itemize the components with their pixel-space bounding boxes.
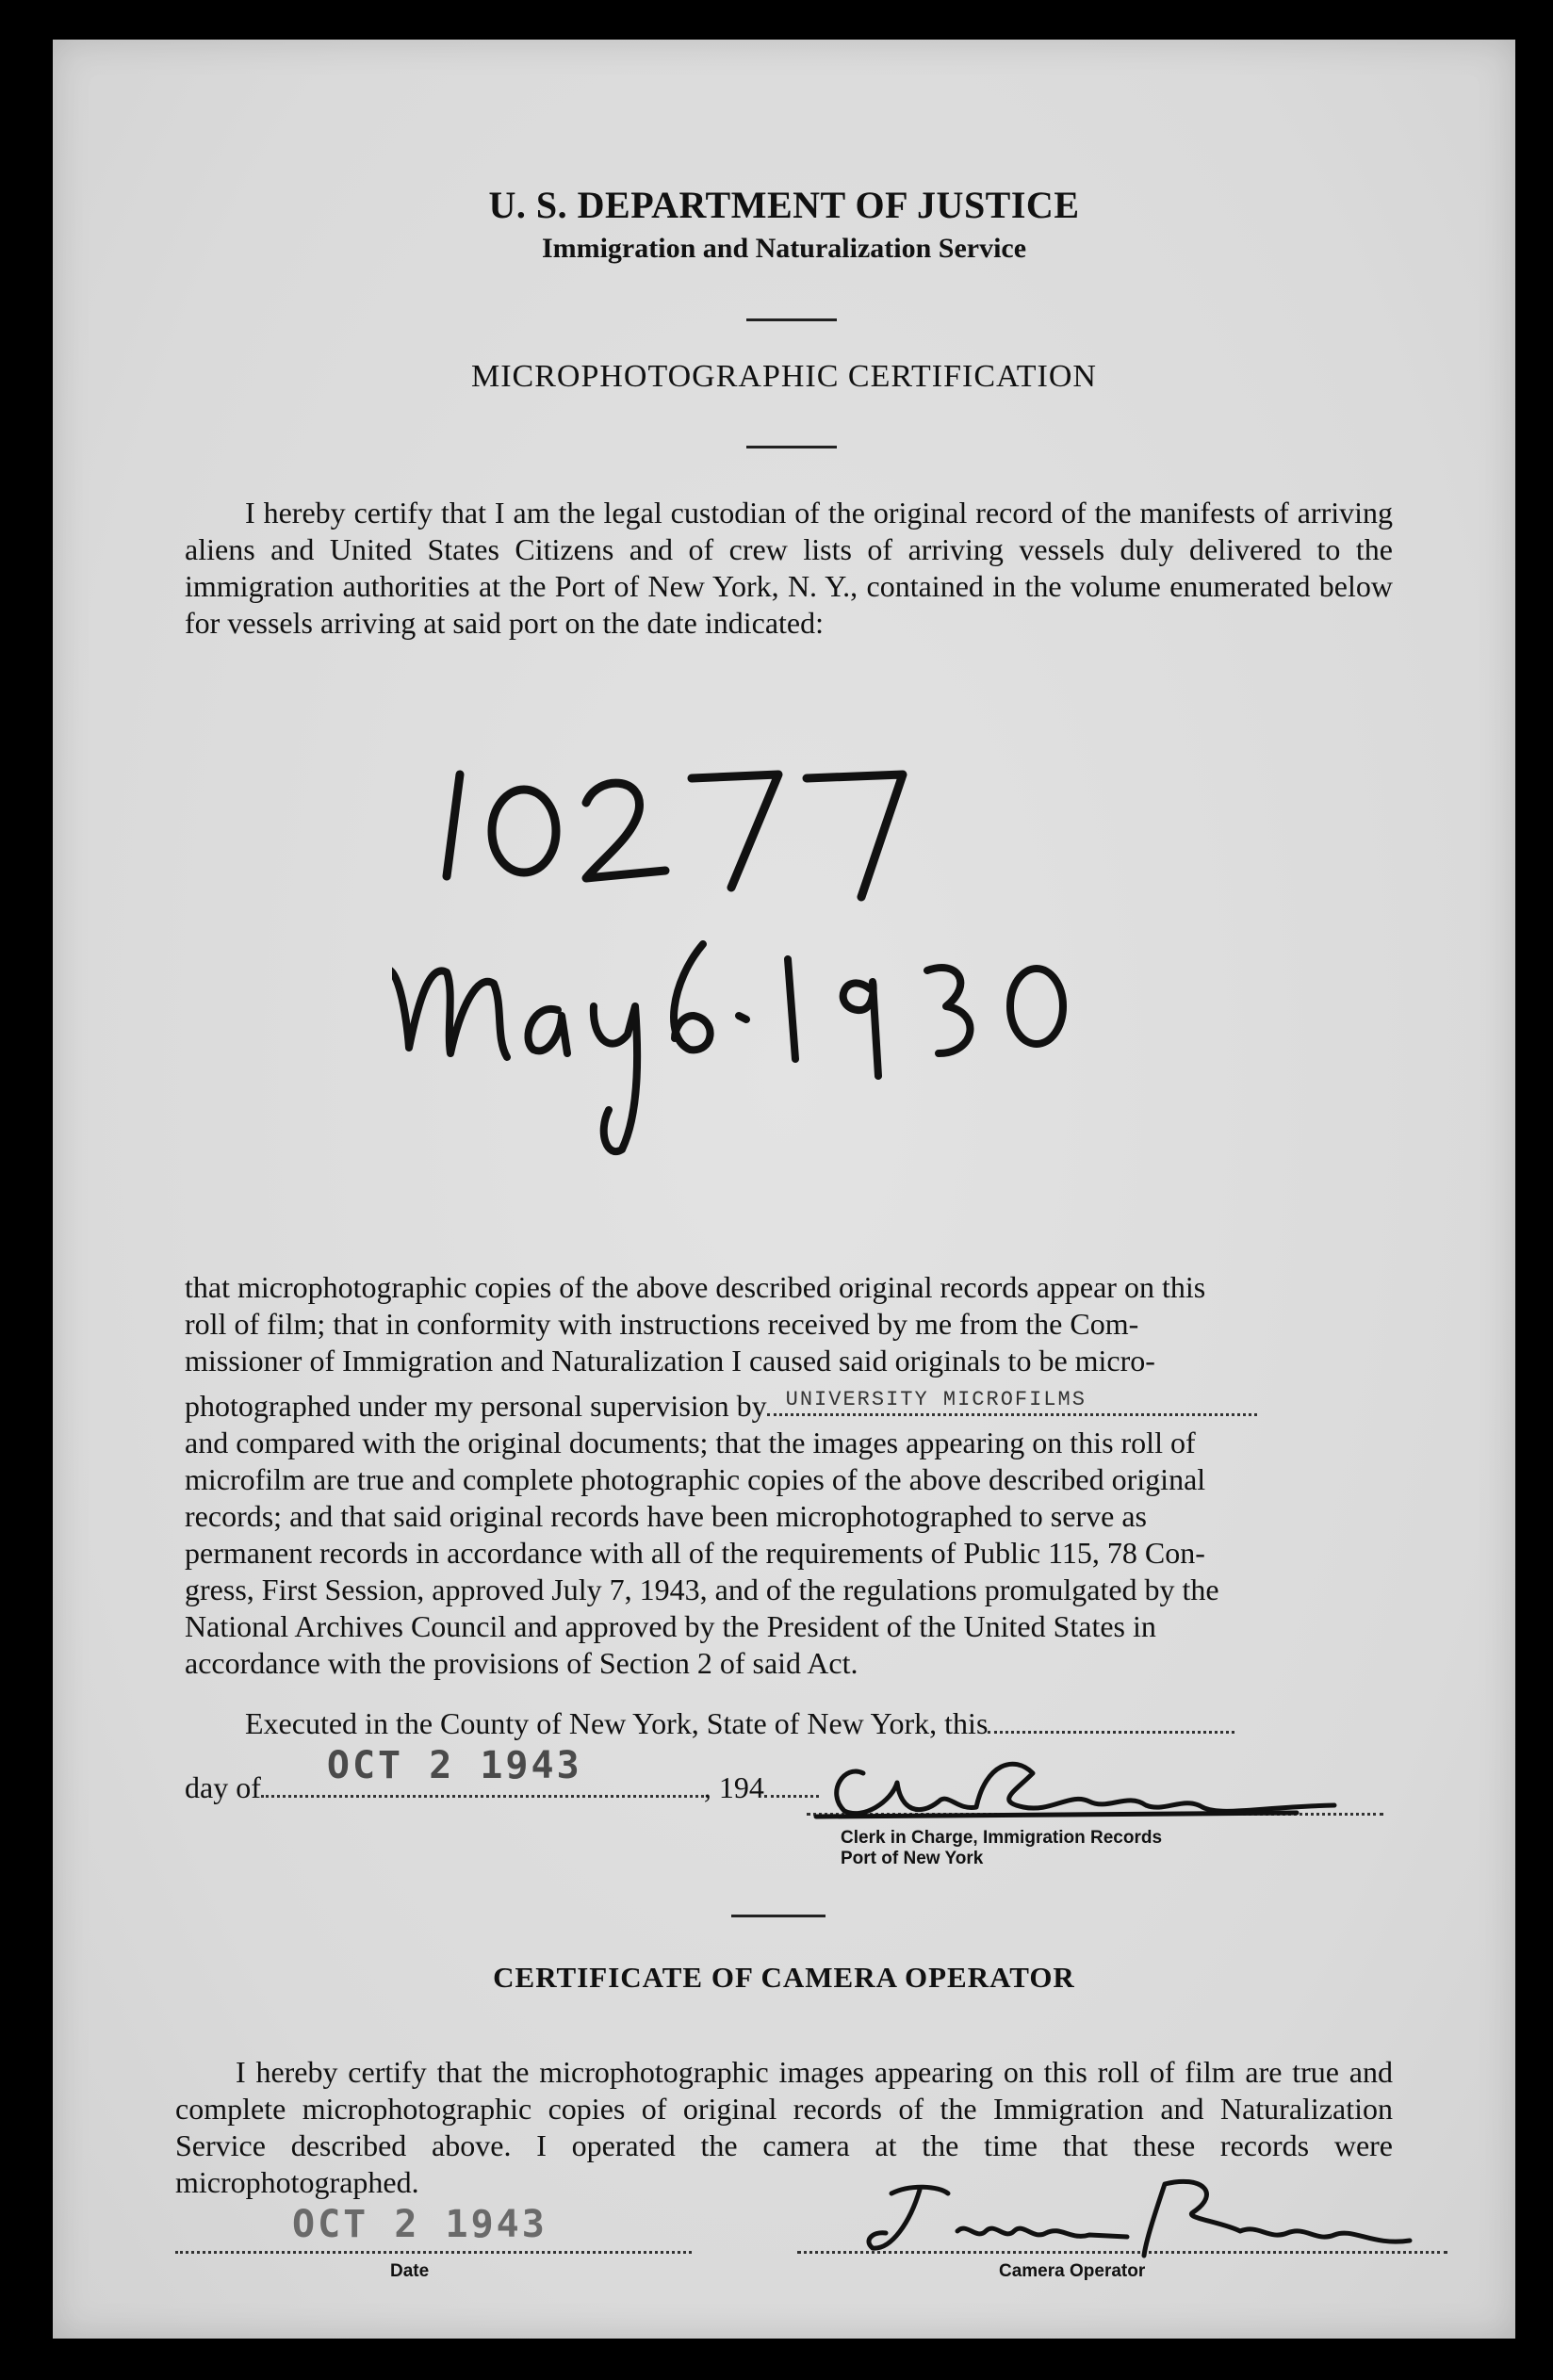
certification-title: MICROPHOTOGRAPHIC CERTIFICATION — [470, 359, 1097, 394]
body-line: and compared with the original documents; that the images appearing on this roll of — [185, 1426, 1196, 1459]
divider — [746, 446, 837, 448]
executed-line: Executed in the County of New York, State of New York, this — [245, 1705, 1404, 1742]
body-line: roll of film; that in conformity with instructions received by me from the Com- — [185, 1307, 1139, 1341]
camera-certificate-title: CERTIFICATE OF CAMERA OPERATOR — [493, 1961, 1075, 1994]
body-line: permanent records in accordance with all of the requirements of Public 115, 78 Con- — [185, 1536, 1205, 1570]
date-label: Date — [390, 2261, 430, 2281]
department-heading: U. S. DEPARTMENT OF JUSTICE — [488, 184, 1080, 226]
date-stamp: OCT 2 1943 — [326, 1744, 582, 1787]
handwritten-volume-and-date — [392, 737, 1071, 1189]
operator-signature — [844, 2165, 1447, 2269]
camera-paragraph: I hereby certify that the microphotographic images appearing on this roll of film are true and complete microphotographic copies of original records of the Immigration and Naturalization Service described above. I operated the camera at the time that these records were microphotographed. — [175, 2055, 1393, 2199]
divider — [731, 1915, 826, 1917]
body-line: accordance with the provisions of Section 2 of said Act. — [185, 1646, 858, 1680]
body-line: gress, First Session, approved July 7, 1943, and of the regulations promulgated by the — [185, 1573, 1219, 1606]
body-line-company: photographed under my personal supervision by UNIVERSITY MICROFILMS — [185, 1385, 1393, 1425]
certificate-page — [53, 40, 1515, 2339]
body-paragraph — [185, 1269, 1393, 1682]
company-field — [767, 1385, 1257, 1416]
date-stamp: OCT 2 1943 — [292, 2203, 548, 2246]
company-name: UNIVERSITY MICROFILMS — [785, 1388, 1087, 1411]
clerk-signature — [807, 1726, 1391, 1839]
body-line: missioner of Immigration and Naturalization I caused said originals to be micro- — [185, 1344, 1155, 1377]
operator-label: Camera Operator — [999, 2261, 1146, 2281]
divider — [746, 318, 837, 321]
day-of-line: day of OCT 2 1943 , 194 — [185, 1769, 1033, 1806]
clerk-title: Clerk in Charge, Immigration Records Port of New York — [841, 1828, 1163, 1868]
intro-paragraph: I hereby certify that I am the legal custodian of the original record of the manifests of arriving aliens and United States Citizens and of crew lists of arriving vessels duly delivered to the immigration authorities at the Port of New York, N. Y., contained in the volume enumerated below for vessels arriving at said port on the date indicated: — [185, 496, 1393, 640]
body-line: National Archives Council and approved by the President of the United States in — [185, 1609, 1156, 1643]
date-line — [175, 2249, 692, 2254]
body-line: microfilm are true and complete photographic copies of the above described original — [185, 1462, 1206, 1496]
body-line: that microphotographic copies of the above described original records appear on this — [185, 1270, 1206, 1304]
service-subheading: Immigration and Naturalization Service — [541, 233, 1027, 264]
body-line: records; and that said original records have been microphotographed to serve as — [185, 1499, 1147, 1533]
